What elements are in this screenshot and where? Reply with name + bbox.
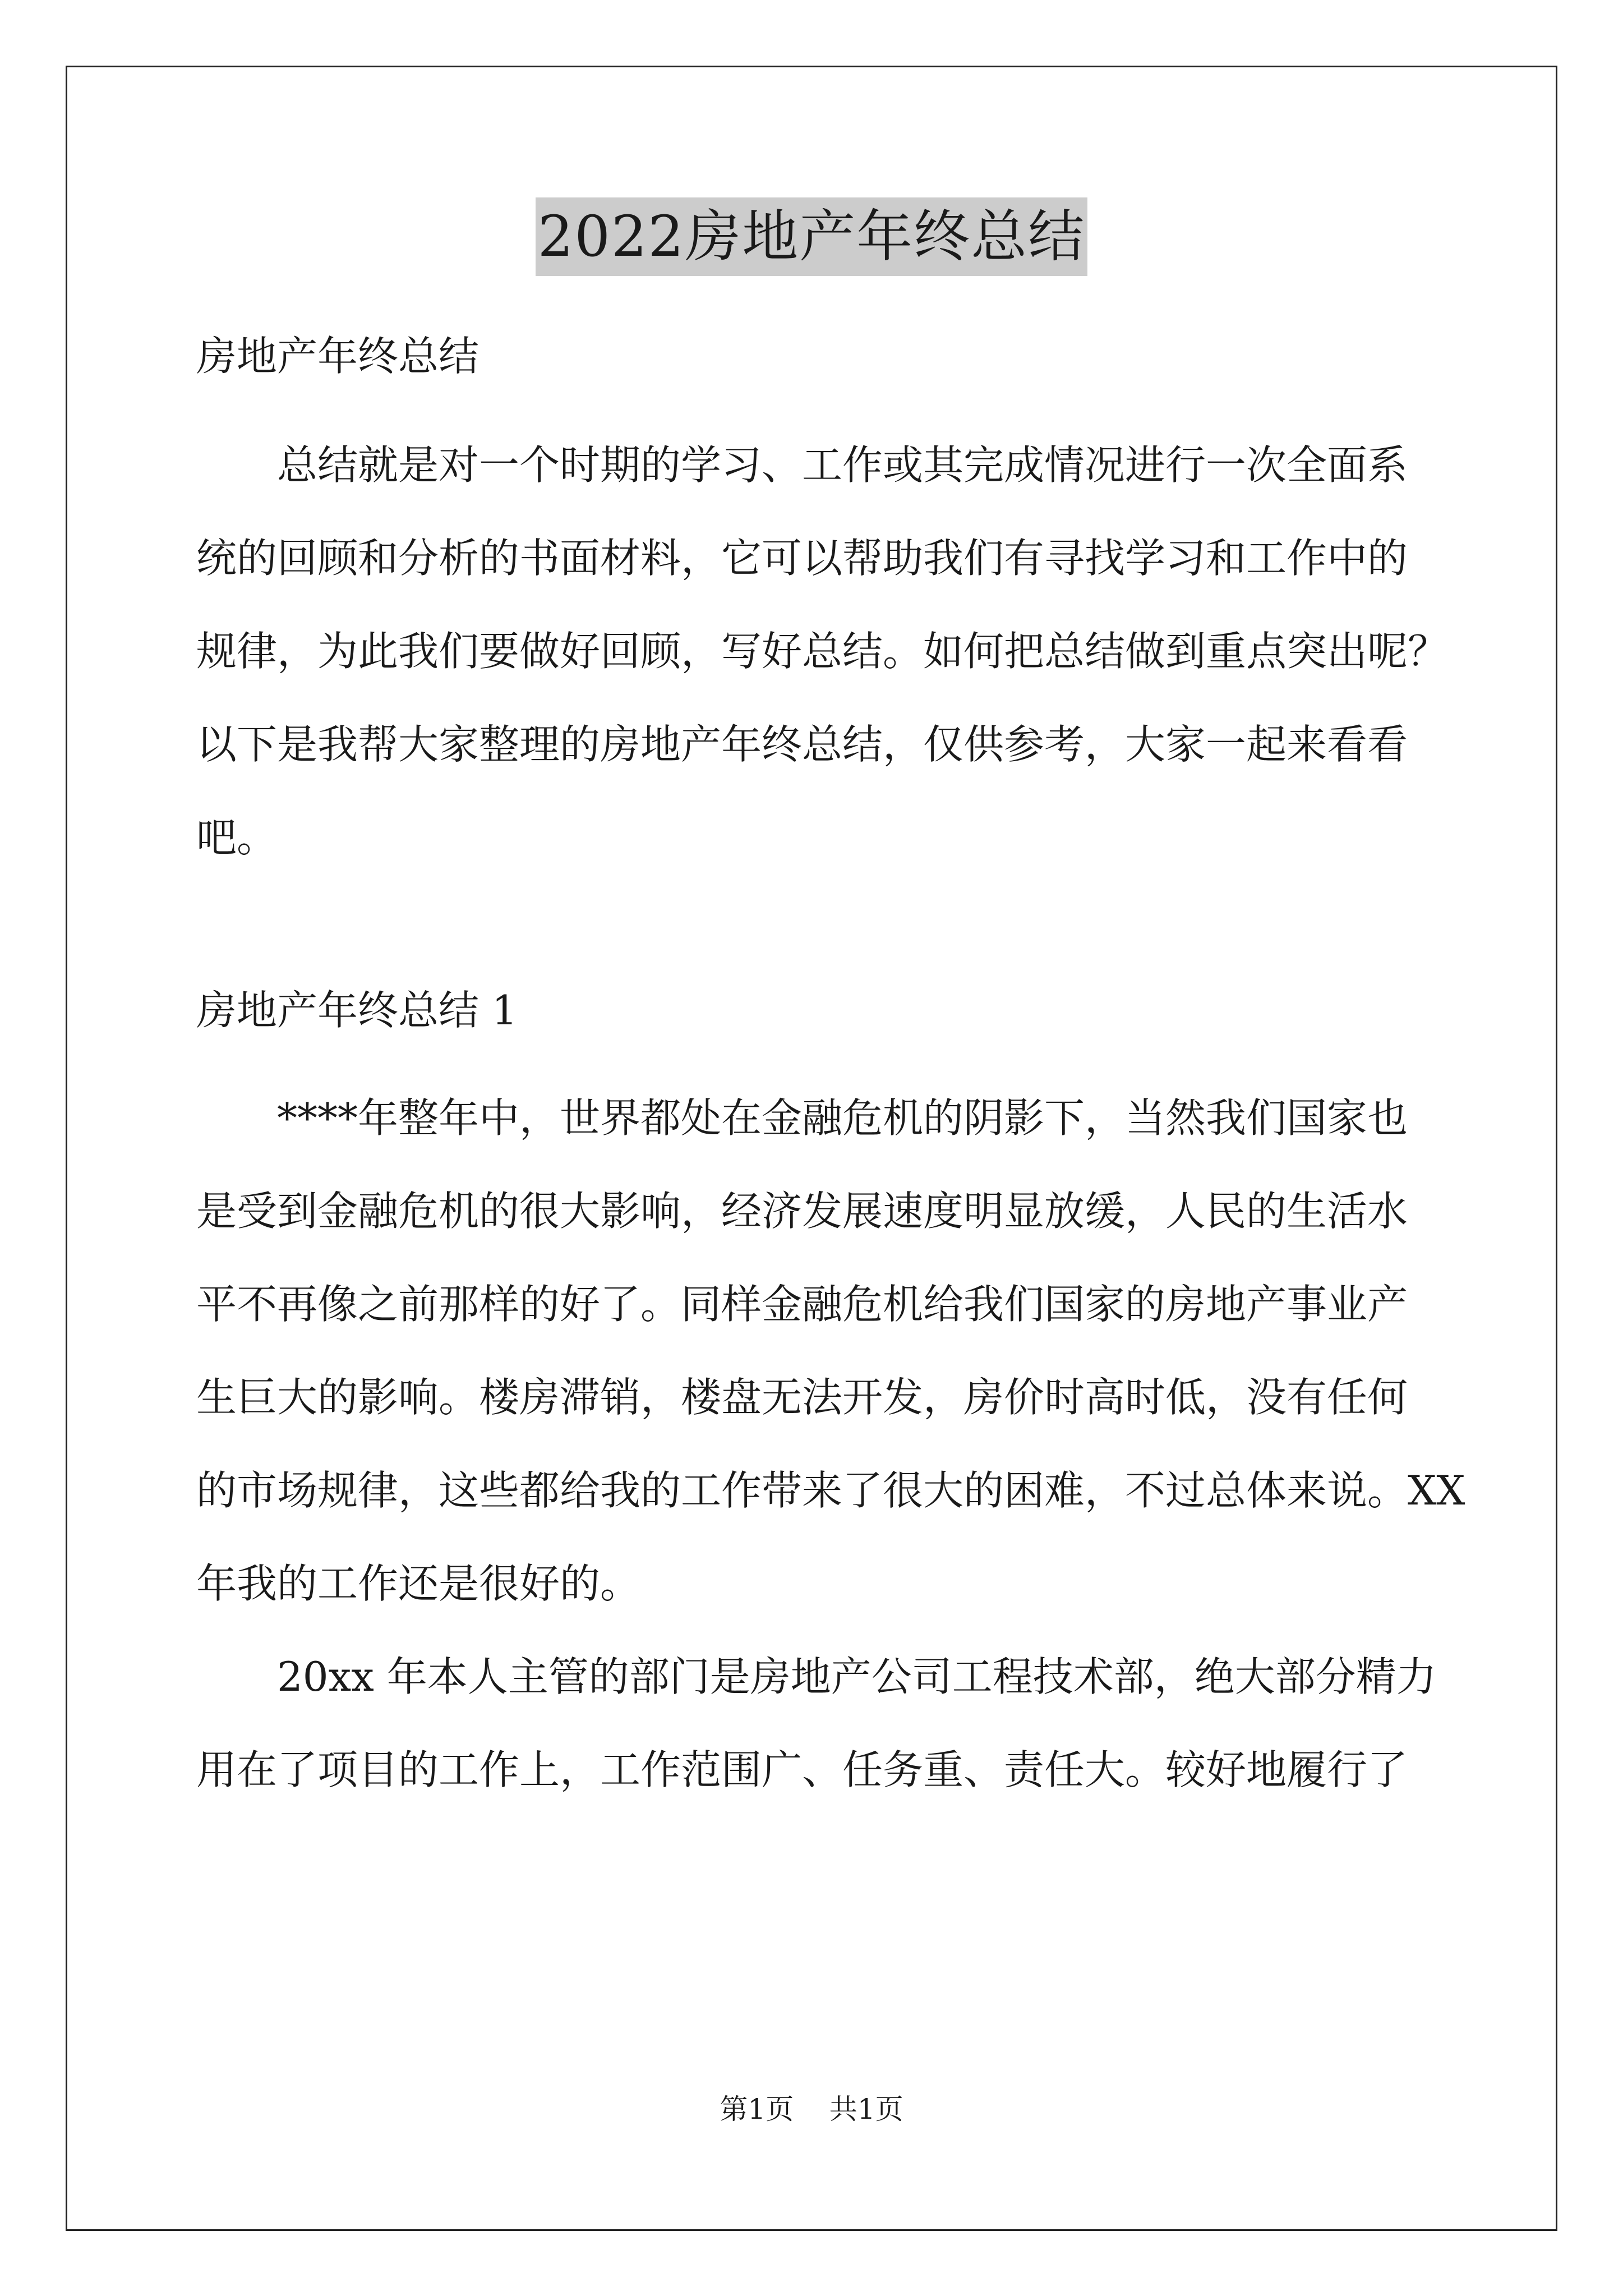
para1-line-6[interactable]: 年我的工作还是很好的。	[196, 1560, 641, 1607]
para1-line-5[interactable]: 的市场规律，这些都给我的工作带来了很大的困难，不过总体来说。XX	[196, 1467, 1465, 1514]
document-subtitle[interactable]: 房地产年终总结	[196, 333, 479, 380]
footer-separator	[794, 2093, 829, 2125]
intro-line-5[interactable]: 吧。	[196, 814, 278, 861]
document-title[interactable]: 2022房地产年终总结	[536, 197, 1088, 276]
intro-line-3[interactable]: 规律，为此我们要做好回顾，写好总结。如何把总结做到重点突出呢？	[196, 628, 1449, 675]
document-body	[196, 314, 1465, 1816]
section-spacer	[196, 884, 1430, 968]
page-footer	[0, 2090, 1623, 2129]
para1-line-1[interactable]: ****年整年中，世界都处在金融危机的阴影下，当然我们国家也	[277, 1094, 1408, 1142]
intro-line-4[interactable]: 以下是我帮大家整理的房地产年终总结，仅供参考，大家一起来看看	[196, 721, 1408, 768]
intro-line-1[interactable]: 总结就是对一个时期的学习、工作或其完成情况进行一次全面系	[277, 441, 1408, 489]
para1-line-4[interactable]: 生巨大的影响。楼房滞销，楼盘无法开发，房价时高时低，没有任何	[196, 1374, 1408, 1421]
title-container	[0, 197, 1623, 276]
para1-line-2[interactable]: 是受到金融危机的很大影响，经济发展速度明显放缓，人民的生活水	[196, 1188, 1408, 1235]
page-total: 共1页	[829, 2093, 903, 2125]
para1-line-3[interactable]: 平不再像之前那样的好了。同样金融危机给我们国家的房地产事业产	[196, 1281, 1408, 1328]
para2-line-1[interactable]: 20xx 年本人主管的部门是房地产公司工程技术部，绝大部分精力	[277, 1653, 1437, 1700]
intro-line-2[interactable]: 统的回顾和分析的书面材料，它可以帮助我们有寻找学习和工作中的	[196, 535, 1408, 582]
para2-line-2[interactable]: 用在了项目的工作上，工作范围广、任务重、责任大。较好地履行了	[196, 1746, 1408, 1793]
section-1-heading[interactable]: 房地产年终总结 1	[196, 987, 518, 1034]
page-number: 第1页	[720, 2093, 794, 2125]
